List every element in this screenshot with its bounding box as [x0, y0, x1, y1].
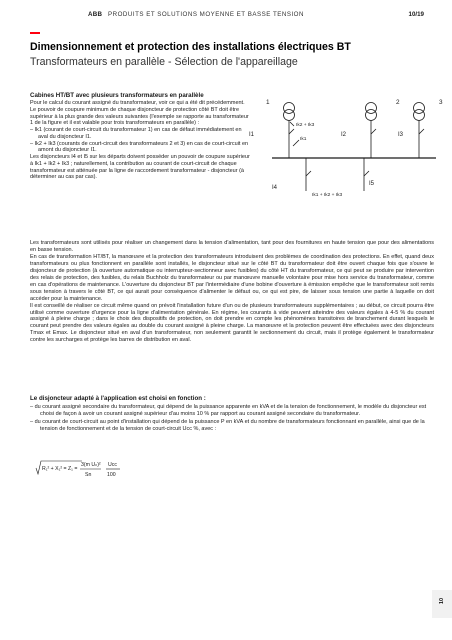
paragraph: En cas de transformation HT/BT, la manœuvre et la protection des transformateurs introduisent des problèmes de coordination des protections. En effet, quand deux transformateurs ou plus fonctionnent en parallèle sont installés, le disjoncteur situé sur le côté BT du transformateur doit être ouvert chaque fois que s'ouvre le disjoncteur de protection (à ouverture automatique ou interrupteur-sectionneur avec fusibles) du côté HT du transformateur, ce qui peut se produire par intervention des relais de protection, des fusibles, du relais Buchholz du transformateur ou par manœuvre manuelle volontaire pour mise hors service du transformateur, comme en cas d'opérations de maintenance. L'ouverture du disjoncteur BT par l'intermédiaire d'une bobine d'ouverture à émission empêche que le transformateur soit remis sous tension à travers le côté BT, ce qui aurait pour conséquence d'alimenter le défaut ou, ce qui est pire, de laisser sous tension une partie à laquelle on doit accéder pour la maintenance.: [30, 253, 434, 302]
page-title: Dimensionnement et protection des installations électriques BT: [30, 41, 351, 53]
accent-bar: [30, 32, 40, 34]
bullet-list: [30, 404, 434, 434]
side-tab-label: 10: [439, 597, 446, 605]
page-subtitle: Transformateurs en parallèle - Sélection de l'appareillage: [30, 56, 298, 68]
diagram-label: I4: [272, 185, 278, 191]
body-text: [30, 240, 434, 344]
formula-hundred: 100: [107, 472, 116, 478]
formula-denominator: Sn: [85, 472, 92, 478]
transformer-diagram: [246, 96, 446, 198]
section-title: Cabines HT/BT avec plusieurs transformateurs en parallèle: [30, 92, 204, 99]
diagram-label: Ik2 + Ik3: [296, 123, 315, 128]
transformer-1-icon: [284, 103, 295, 114]
formula: [34, 458, 144, 480]
list-item: – Ik1 (courant de court-circuit du transformateur 1) en cas de défaut immédiatement en aval du disjoncteur I1.: [30, 127, 242, 140]
diagram-label: 1: [266, 99, 270, 106]
transformer-2-icon: [366, 103, 377, 114]
transformer-3-icon: [414, 103, 425, 114]
paragraph: Les transformateurs sont utilisés pour réaliser un changement dans la tension d'alimentation, tant pour des fournitures en haute tension que pour des alimentations en basse tension.: [30, 240, 434, 253]
intro-paragraph: Pour le calcul du courant assigné du transformateur, voir ce qui a été dit précédemment. Le pouvoir de coupure minimum de chaque disjoncteur de protection côté BT doit être supérieur à la plus grande des valeurs suivantes (l'exemple se rapporte au transformateur 1 de la figure et il est valable pour trois transformateurs en parallèle) :: [30, 100, 249, 127]
diagram-label: Ik1 + Ik2 + Ik3: [312, 193, 343, 198]
diagram-label: I2: [341, 132, 347, 138]
list-item: – Ik2 + Ik3 (courants de court-circuit des transformateurs 2 et 3) en cas de court-circuit en amont du disjoncteur I1.: [30, 140, 249, 154]
side-tab: [432, 590, 452, 618]
header-title: PRODUITS ET SOLUTIONS MOYENNE ET BASSE TENSION: [108, 11, 304, 18]
formula-ucc: Ucc: [108, 462, 117, 468]
closing-paragraph: Les disjoncteurs I4 et I5 sur les départs doivent posséder un pouvoir de coupure supérieur à Ik1 + Ik2 + Ik3 ; naturellement, la contribution au courant de court-circuit de chaque transformateur est atténuée par la ligne de raccordement transformateur - disjoncteur (à déterminer au cas par cas).: [30, 154, 250, 181]
formula-lhs: R₁² + X₁² = Z₁ =: [42, 466, 78, 472]
formula-numerator: 3(m Uₙ)²: [81, 462, 101, 468]
page-number: 10/19: [408, 11, 424, 18]
section-title: Le disjoncteur adapté à l'application est choisi en fonction :: [30, 395, 206, 402]
brand-logo: ABB: [88, 11, 103, 18]
page-header: [0, 11, 452, 23]
diagram-label: I5: [369, 181, 375, 187]
list-item: – du courant assigné secondaire du transformateur, qui dépend de la puissance apparente en kVA et de la tension de fonctionnement, le modèle du disjoncteur est choisi de façon à avoir un courant assigné supérieur d'au moins 10 % par rapport au courant assigné secondaire du transformateur.: [30, 404, 427, 417]
diagram-label: Ik1: [300, 137, 307, 142]
section-text: [30, 100, 252, 181]
diagram-label: 3: [439, 99, 443, 106]
list-item: – du courant de court-circuit au point d'installation qui dépend de la puissance P en kVA et du nombre de transformateurs fonctionnant en parallèle, ainsi que de la tension de fonctionnement et de la tension de court-circuit Ucc %, avec :: [30, 418, 425, 432]
diagram-label: 2: [396, 99, 400, 106]
diagram-label: I1: [249, 132, 255, 138]
paragraph: Il est conseillé de réaliser ce circuit même quand on prévoit l'installation future d'un ou de plusieurs transformateurs supplémentaires ; au début, ce circuit pourra être utilisé comme ouverture d'urgence pour la ligne d'alimentation générale. En régime, les courants à vide peuvent atteindre des valeurs égales à 4-5 % du courant assigné à pleine charge ; dans le choix des dispositifs de protection, on doit prendre en compte les phénomènes transitoires de branchement durant lesquels le courant peut prendre des valeurs égales au double du courant assigné à pleine charge. La manœuvre et la protection peuvent être effectuées avec des disjoncteurs Tmax et Emax. Le disjoncteur situé en aval d'un transformateur, non seulement garantit le sectionnement du circuit, mais il protège également le transformateur contre les surcharges et protège les barres de distribution en aval.: [30, 302, 434, 344]
diagram-label: I3: [398, 132, 404, 138]
